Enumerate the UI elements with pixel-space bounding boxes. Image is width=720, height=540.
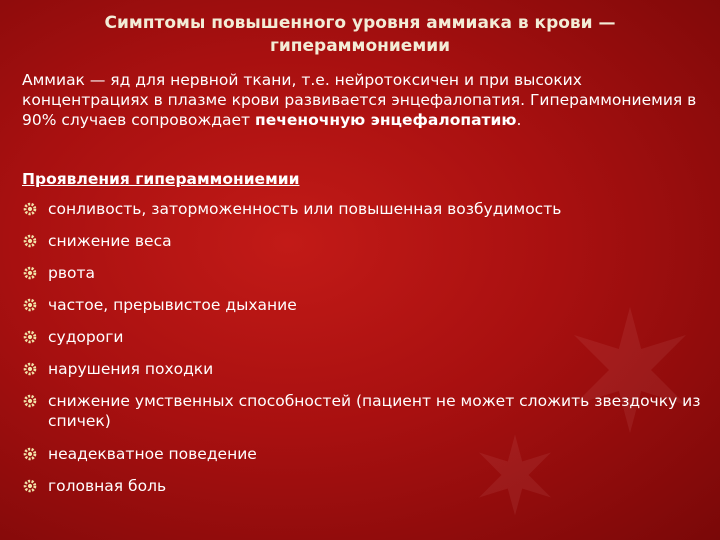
intro-bold-term: печеночную энцефалопатию (254, 111, 517, 129)
list-item-text: снижение веса (48, 232, 172, 250)
section-heading: Проявления гипераммониемии (22, 170, 300, 188)
intro-text: Аммиак — яд для нервной ткани, т.е. нейротоксичен и при высоких концентрациях в плазме крови развивается энцефалопатия. Гипераммониемия в 90% случаев сопровождает (22, 71, 697, 129)
list-item (22, 199, 702, 219)
intro-text-end: . (516, 111, 522, 129)
list-item-text: нарушения походки (48, 360, 214, 378)
list-item (22, 391, 702, 431)
list-item (22, 263, 702, 283)
gear-bullet-icon (23, 266, 37, 280)
gear-bullet-icon (23, 330, 37, 344)
list-item (22, 476, 702, 496)
gear-bullet-icon (23, 362, 37, 376)
gear-bullet-icon (23, 447, 37, 461)
list-item-text: судороги (48, 328, 124, 346)
list-item-text: частое, прерывистое дыхание (48, 296, 297, 314)
list-item (22, 327, 702, 347)
list-item-text: рвота (48, 264, 95, 282)
list-item (22, 295, 702, 315)
gear-bullet-icon (23, 479, 37, 493)
list-item-text: снижение умственных способностей (пациент не может сложить звездочку из спичек) (48, 392, 701, 430)
list-item-text: головная боль (48, 477, 167, 495)
list-item (22, 444, 702, 464)
slide-title: Симптомы повышенного уровня аммиака в крови — гипераммониемии (104, 13, 616, 56)
list-item (22, 359, 702, 379)
intro-paragraph (22, 70, 702, 130)
list-item-text: неадекватное поведение (48, 445, 257, 463)
list-item (22, 231, 702, 251)
gear-bullet-icon (23, 394, 37, 408)
gear-bullet-icon (23, 234, 37, 248)
list-item-text: сонливость, заторможенность или повышенная возбудимость (48, 200, 562, 218)
gear-bullet-icon (23, 202, 37, 216)
gear-bullet-icon (23, 298, 37, 312)
